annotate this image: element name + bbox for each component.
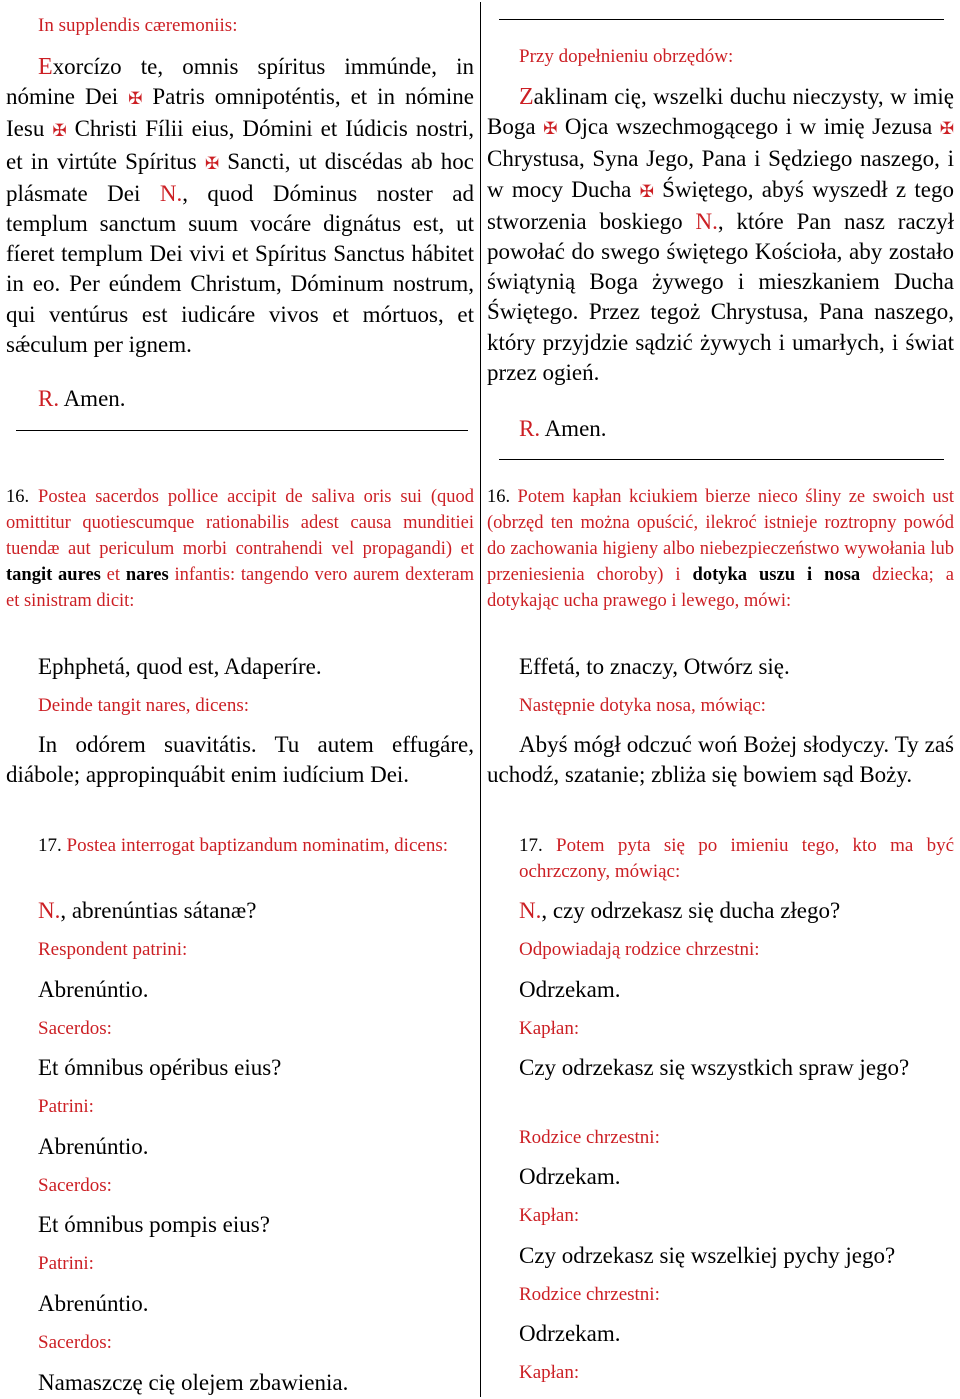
latin-answer: Abrenúntio.: [38, 1134, 149, 1159]
polish-response: R. Amen.: [519, 416, 607, 441]
latin-rubric-17: 17. Postea interrogat baptizandum nominatim, dicens:: [38, 835, 448, 856]
name-placeholder: N.: [695, 208, 718, 234]
section-rule: [16, 430, 468, 431]
polish-answer: Odrzekam.: [519, 1321, 621, 1346]
polish-odor: Abyś mógł odczuć woń Bożej słodyczy. Ty zaś uchodź, szatanie; zbliża się bowiem sąd Boży.: [487, 732, 954, 788]
latin-answer: Abrenúntio.: [38, 977, 149, 1002]
latin-exorcism-text: Exorcízo te, omnis spíritus immúnde, in nómine Dei ✠ Patris omnipoténtis, et in nómine Iesu ✠ Christi Fílii eius, Dómini et Iúdicis nostri, et in virtúte Spíritus ✠ Sancti, ut discédas ab hoc plásmate Dei N., quod Dóminus noster ad templum sanctum suum vocáre dignátus est, ut fíeret templum Dei vivi et Spíritus Sanctus hábitet in eo. Per eúndem Christum, Dóminum nostrum, qui ventúrus est iudicáre vivos et mórtuos, et sǽculum per ignem.: [6, 54, 474, 357]
polish-label: Odpowiadają rodzice chrzestni:: [519, 939, 760, 960]
latin-label: Sacerdos:: [38, 1018, 112, 1039]
latin-label: Sacerdos:: [38, 1175, 112, 1196]
latin-label: Patrini:: [38, 1253, 94, 1274]
latin-label: Sacerdos:: [38, 1332, 112, 1353]
polish-answer: Odrzekam.: [519, 977, 621, 1002]
latin-ephpheta: Ephphetá, quod est, Adaperíre.: [38, 654, 322, 679]
name-placeholder: N.: [159, 180, 183, 206]
polish-exorcism-text: Zaklinam cię, wszelki duchu nieczysty, w imię Boga ✠ Ojca wszechmogącego i w imię Jezusa ✠ Chrystusa, Syna Jego, Pana i Sędziego naszego, i w mocy Ducha ✠ Świętego, abyś wyszedł z tego stworzenia boskiego N., które Pan nasz raczył powołać do swego świętego Kościoła, aby zostało świątynią Boga żywego i mieszkaniem Ducha Świętego. Przez tegoż Chrystusa, Pana naszego, który przyjdzie sądzić żywych i umarłych, i świat przez ogień.: [487, 84, 954, 385]
latin-odor: In odórem suavitátis. Tu autem effugáre, diábole; appropinquábit enim iudícium Dei.: [6, 732, 474, 788]
latin-heading: In supplendis cæremoniis:: [38, 15, 238, 36]
latin-response: R. Amen.: [38, 386, 126, 411]
polish-label: Kapłan:: [519, 1205, 580, 1226]
polish-ephpheta: Effetá, to znaczy, Otwórz się.: [519, 654, 790, 679]
section-rule: [499, 459, 944, 460]
latin-answer: Abrenúntio.: [38, 1291, 149, 1316]
latin-label: Respondent patrini:: [38, 939, 188, 960]
polish-rubric-nares: Następnie dotyka nosa, mówiąc:: [519, 695, 766, 716]
section-rule: [499, 19, 944, 20]
cross-icon: ✠: [204, 153, 220, 174]
latin-rubric-nares: Deinde tangit nares, dicens:: [38, 695, 250, 716]
column-divider: [480, 2, 481, 1397]
polish-rubric-16: 16. Potem kapłan kciukiem bierze nieco śliny ze swoich ust (obrzęd ten można opuścić, ilekroć istnieje roztropny powód do zachowania higieny albo niebezpieczeństwo wywołania lub przeniesienia choroby) i dotyka uszu i nosa dziecka; a dotykając ucha prawego i lewego, mówi:: [487, 487, 954, 611]
polish-label: Kapłan:: [519, 1362, 580, 1383]
polish-dropcap: Z: [519, 84, 534, 110]
polish-rubric-17: 17. Potem pyta się po imieniu tego, kto ma być ochrzczony, mówiąc:: [519, 835, 954, 882]
polish-question-1: N., czy odrzekasz się ducha złego?: [519, 898, 841, 923]
cross-icon: ✠: [128, 89, 143, 110]
polish-question-2: Czy odrzekasz się wszystkich spraw jego?: [519, 1055, 910, 1080]
polish-label: Rodzice chrzestni:: [519, 1284, 660, 1305]
cross-icon: ✠: [52, 121, 67, 142]
polish-heading: Przy dopełnieniu obrzędów:: [519, 46, 734, 67]
latin-question-1: N., abrenúntias sátanæ?: [38, 898, 257, 923]
cross-icon: ✠: [639, 181, 654, 202]
cross-icon: ✠: [543, 119, 558, 140]
polish-answer: Odrzekam.: [519, 1164, 621, 1189]
latin-dropcap: E: [38, 54, 53, 80]
polish-label: Kapłan:: [519, 1018, 580, 1039]
latin-rubric-16: 16. Postea sacerdos pollice accipit de saliva oris sui (quod omittitur quotiescumque rationabilis adest causa munditiei tuendæ aut periculum morbi contrahendi vel propagandi) et tangit aures et nares infantis: tangendo vero aurem dexteram et sinistram dicit:: [6, 487, 474, 611]
cross-icon: ✠: [939, 119, 954, 140]
latin-label: Patrini:: [38, 1096, 94, 1117]
latin-last-line: Namaszczę cię olejem zbawienia.: [38, 1370, 349, 1395]
latin-question-2: Et ómnibus opéribus eius?: [38, 1055, 282, 1080]
polish-question-3: Czy odrzekasz się wszelkiej pychy jego?: [519, 1243, 896, 1268]
polish-label: Rodzice chrzestni:: [519, 1127, 660, 1148]
latin-question-3: Et ómnibus pompis eius?: [38, 1212, 270, 1237]
